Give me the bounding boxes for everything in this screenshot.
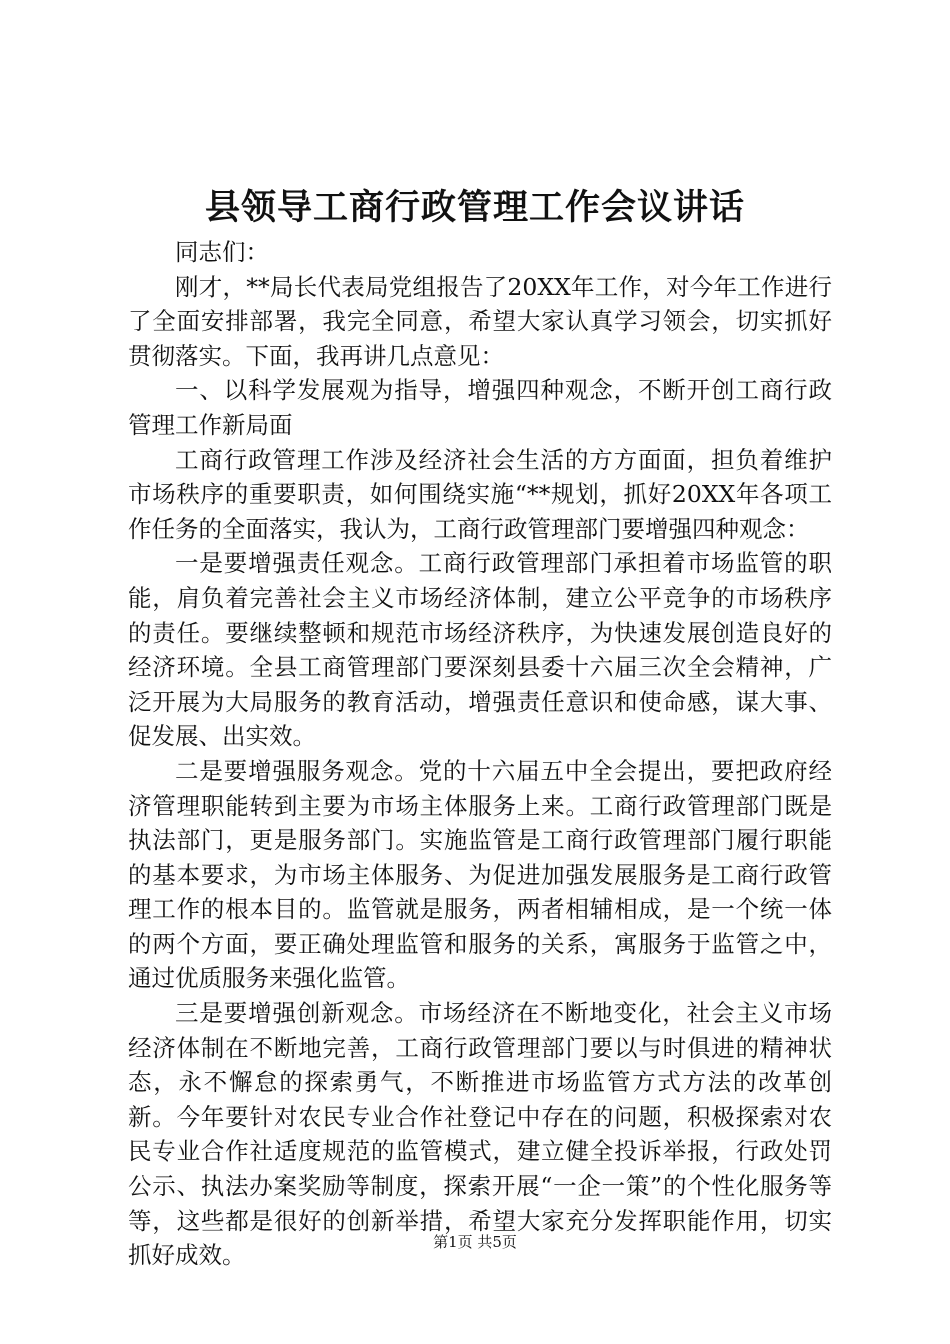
document-body: [128, 235, 832, 1273]
paragraph-5: 三是要增强创新观念。市场经济在不断地变化，社会主义市场经济体制在不断地完善，工商行政管理部门要以与时俱进的精神状态，永不懈怠的探索勇气，不断推进市场监管方式方法的改革创新。今年要针对农民专业合作社登记中存在的问题，积极探索对农民专业合作社适度规范的监管模式，建立健全投诉举报，行政处罚公示、执法办案奖励等制度，探索开展“一企一策”的个性化服务等等，这些都是很好的创新举措，希望大家充分发挥职能作用，切实抓好成效。: [128, 999, 832, 1270]
paragraph-1: 刚才，**局长代表局党组报告了20XX年工作，对今年工作进行了全面安排部署，我完全同意，希望大家认真学习领会，切实抓好贯彻落实。下面，我再讲几点意见：: [128, 272, 832, 370]
page-footer: 第1页 共5页: [433, 1233, 517, 1251]
paragraph-3: 一是要增强责任观念。工商行政管理部门承担着市场监管的职能，肩负着完善社会主义市场经济体制，建立公平竞争的市场秩序的责任。要继续整顿和规范市场经济秩序，为快速发展创造良好的经济环境。全县工商管理部门要深刻县委十六届三次全会精神，广泛开展为大局服务的教育活动，增强责任意识和使命感，谋大事、促发展、出实效。: [128, 549, 832, 751]
paragraph-4: 二是要增强服务观念。党的十六届五中全会提出，要把政府经济管理职能转到主要为市场主体服务上来。工商行政管理部门既是执法部门，更是服务部门。实施监管是工商行政管理部门履行职能的基本要求，为市场主体服务、为促进加强发展服务是工商行政管理工作的根本目的。监管就是服务，两者相辅相成，是一个统一体的两个方面，要正确处理监管和服务的关系，寓服务于监管之中，通过优质服务来强化监管。: [128, 756, 832, 993]
document-title: 县领导工商行政管理工作会议讲话: [204, 187, 745, 228]
paragraph-2: 工商行政管理工作涉及经济社会生活的方方面面，担负着维护市场秩序的重要职责，如何围绕实施“**规划，抓好20XX年各项工作任务的全面落实，我认为，工商行政管理部门要增强四种观念：: [128, 445, 832, 543]
section-heading: 一、以科学发展观为指导，增强四种观念，不断开创工商行政管理工作新局面: [128, 376, 832, 439]
salutation: 同志们：: [175, 238, 269, 266]
